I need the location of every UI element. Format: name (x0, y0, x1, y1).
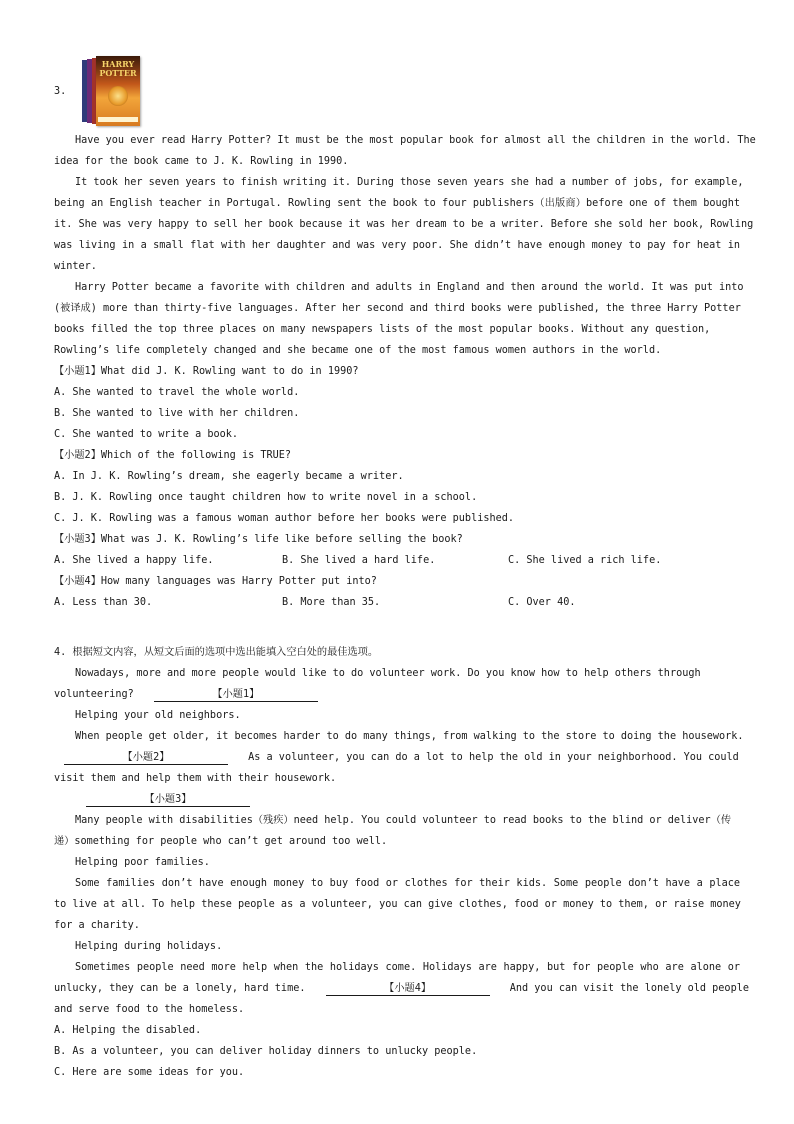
option-b[interactable]: B. J. K. Rowling once taught children how to write novel in a school. (54, 492, 478, 503)
option-a[interactable]: A. In J. K. Rowling’s dream, she eagerly became a writer. (54, 471, 404, 482)
passage-line: it. She was very happy to sell her book because it was her dream to be a writer. Before she sold her book, Rowling (54, 219, 754, 230)
option-a[interactable]: A. She wanted to travel the whole world. (54, 387, 300, 398)
passage-line: Have you ever read Harry Potter? It must be the most popular book for almost all the children in the world. The (75, 135, 756, 146)
passage-text: unlucky, they can be a lonely, hard time. (54, 983, 306, 994)
answer-blank-4[interactable]: 【小题4】 (326, 982, 490, 996)
passage-line: idea for the book came to J. K. Rowling in 1990. (54, 156, 349, 167)
question-stem: 【小题2】Which of the following is TRUE? (54, 450, 292, 461)
section-heading: Helping poor families. (75, 857, 210, 868)
passage-line: visit them and help them with their housework. (54, 773, 337, 784)
harry-potter-book-cover-image (82, 56, 140, 126)
cover-author-strip (98, 117, 138, 122)
passage-text: As a volunteer, you can do a lot to help the old in your neighborhood. You could (248, 752, 739, 763)
passage-line: Rowling’s life completely changed and she became one of the most famous women authors in the world. (54, 345, 662, 356)
answer-blank-2[interactable]: 【小题2】 (64, 751, 228, 765)
question-3-number: 3. (54, 86, 67, 97)
option-b[interactable]: B. More than 35. (282, 597, 381, 608)
passage-line: Sometimes people need more help when the holidays come. Holidays are happy, but for people who are alone or (75, 962, 740, 973)
passage-line: winter. (54, 261, 97, 272)
passage-line: When people get older, it becomes harder to do many things, from walking to the store to doing the housework. (75, 731, 744, 742)
question-4-instruction: 4. 根据短文内容，从短文后面的选项中选出能填入空白处的最佳选项。 (54, 647, 379, 658)
question-stem: 【小题4】How many languages was Harry Potter put into? (54, 576, 377, 587)
passage-line: for a charity. (54, 920, 140, 931)
question-stem: 【小题1】What did J. K. Rowling want to do in 1990? (54, 366, 359, 377)
option-c[interactable]: C. She lived a rich life. (508, 555, 662, 566)
passage-text: volunteering? (54, 689, 134, 700)
option-b[interactable]: B. As a volunteer, you can deliver holiday dinners to unlucky people. (54, 1046, 478, 1057)
section-heading: Helping your old neighbors. (75, 710, 241, 721)
option-c[interactable]: C. She wanted to write a book. (54, 429, 239, 440)
passage-line: Harry Potter became a favorite with children and adults in England and then around the world. It was put into (75, 282, 744, 293)
question-stem: 【小题3】What was J. K. Rowling’s life like before selling the book? (54, 534, 463, 545)
passage-line: 递）something for people who can’t get around too well. (54, 836, 388, 847)
passage-line: It took her seven years to finish writing it. During those seven years she had a number of jobs, for example, (75, 177, 744, 188)
section-heading: Helping during holidays. (75, 941, 223, 952)
option-a[interactable]: A. She lived a happy life. (54, 555, 214, 566)
option-a[interactable]: A. Helping the disabled. (54, 1025, 202, 1036)
passage-line: Some families don’t have enough money to buy food or clothes for their kids. Some people don’t have a place (75, 878, 740, 889)
passage-line: and serve food to the homeless. (54, 1004, 245, 1015)
answer-blank-1[interactable]: 【小题1】 (154, 688, 318, 702)
option-a[interactable]: A. Less than 30. (54, 597, 153, 608)
cover-title-line2: POTTER (99, 68, 137, 78)
passage-line: was living in a small flat with her daughter and was very poor. She didn’t have enough money to pay for heat in (54, 240, 740, 251)
option-b[interactable]: B. She wanted to live with her children. (54, 408, 300, 419)
option-c[interactable]: C. J. K. Rowling was a famous woman author before her books were published. (54, 513, 515, 524)
option-b[interactable]: B. She lived a hard life. (282, 555, 436, 566)
passage-text: And you can visit the lonely old people (509, 983, 749, 994)
cover-title-line1: HARRY (101, 59, 135, 69)
passage-line: to live at all. To help these people as a volunteer, you can give clothes, food or money to them, or raise money (54, 899, 741, 910)
passage-line: Nowadays, more and more people would like to do volunteer work. Do you know how to help others through (75, 668, 701, 679)
passage-line: books filled the top three places on many newspapers lists of the most popular books. Without any question, (54, 324, 711, 335)
passage-line: (被译成) more than thirty-five languages. After her second and third books were published, the three Harry Potter (54, 303, 741, 314)
passage-line: Many people with disabilities（残疾）need help. You could volunteer to read books to the blind or deliver（传 (75, 815, 732, 826)
option-c[interactable]: C. Over 40. (508, 597, 576, 608)
answer-blank-3[interactable]: 【小题3】 (86, 793, 250, 807)
passage-line: being an English teacher in Portugal. Rowling sent the book to four publishers（出版商）before one of them bought (54, 198, 740, 209)
option-c[interactable]: C. Here are some ideas for you. (54, 1067, 245, 1078)
cover-emblem-icon (108, 86, 128, 106)
